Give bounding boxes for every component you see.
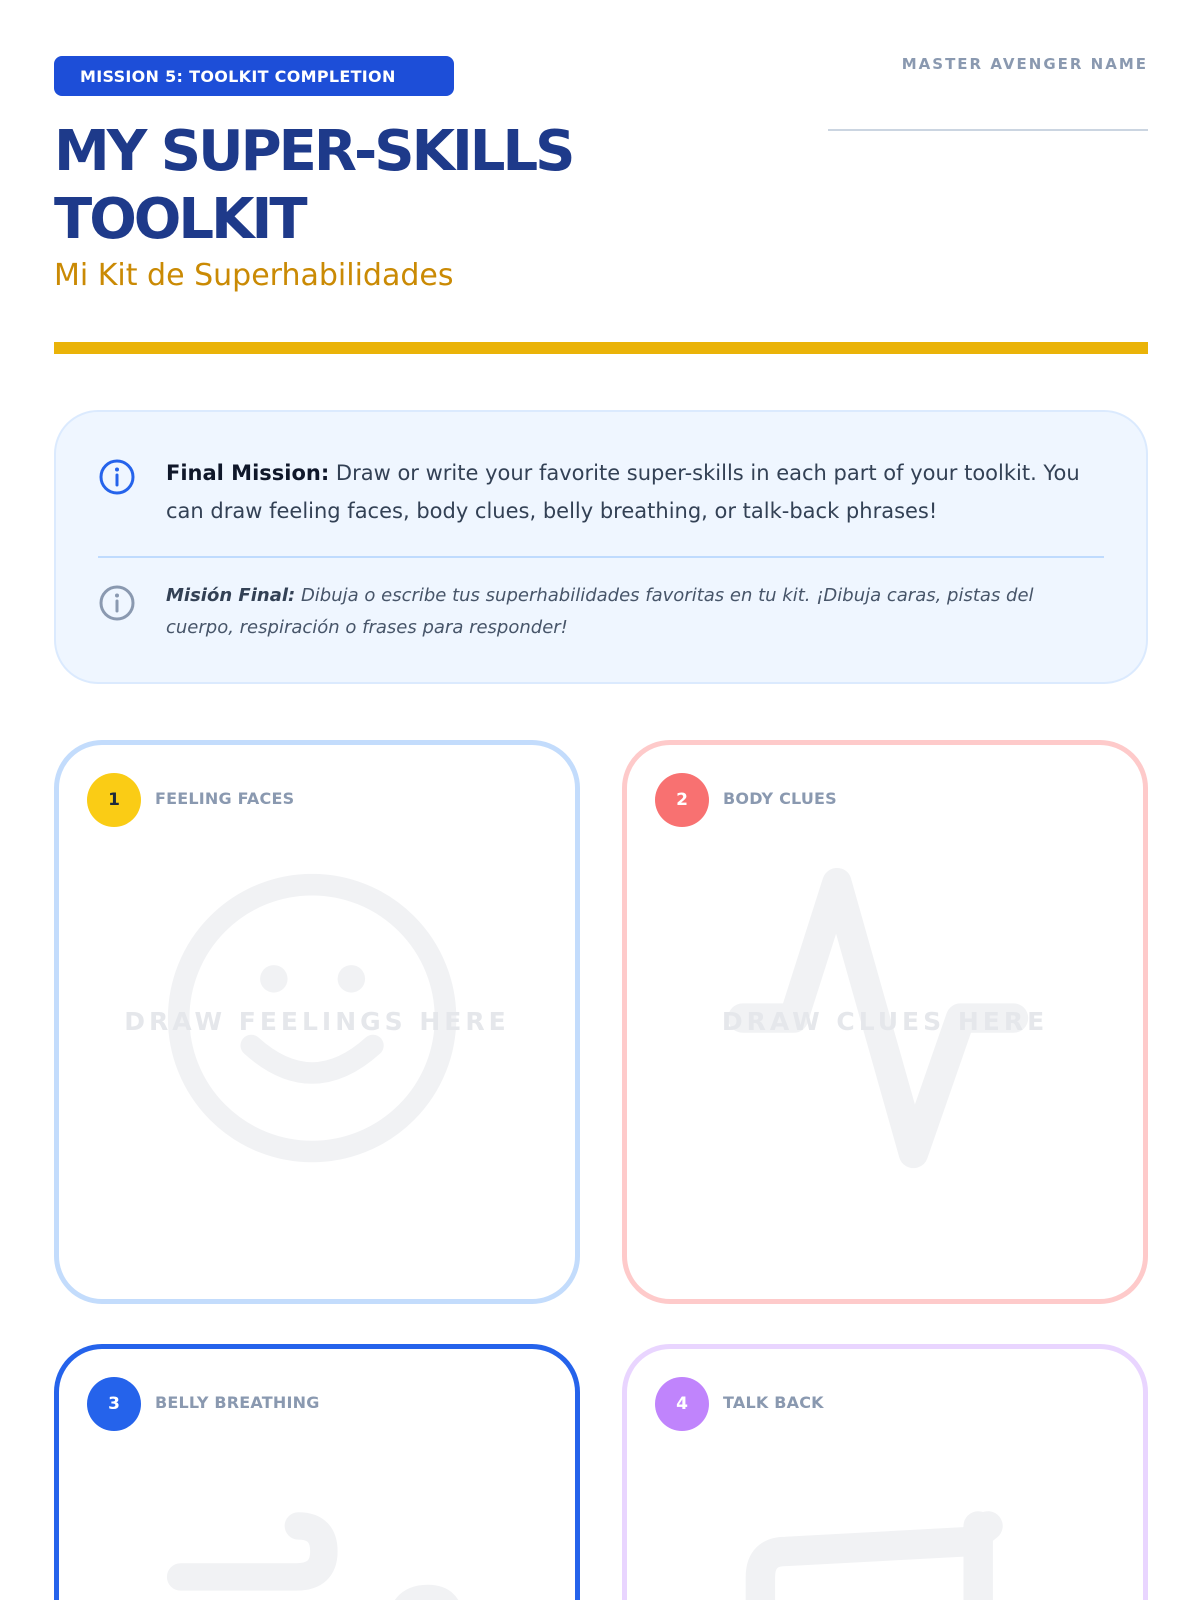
title-line-2: TOOLKIT (54, 187, 305, 252)
card-label: BELLY BREATHING (155, 1393, 320, 1412)
step-number-badge: 3 (87, 1377, 141, 1431)
card-label: BODY CLUES (723, 789, 837, 808)
instructions-text-en (166, 454, 1104, 530)
draw-area-hint: DRAW CLUES HERE (721, 1007, 1049, 1036)
page-title (54, 118, 694, 254)
instructions-spanish (98, 580, 1104, 644)
step-number-badge: 2 (655, 773, 709, 827)
instructions-body-es: Dibuja o escribe tus superhabilidades favoritas en tu kit. ¡Dibuja caras, pistas del cuerpo, respiración o frases para responder! (166, 585, 1034, 638)
title-line-1: MY SUPER-SKILLS (54, 119, 573, 184)
mission-badge: MISSION 5: TOOLKIT COMPLETION (54, 56, 454, 96)
instructions-label-es: Misión Final: (166, 585, 296, 606)
name-field-line[interactable] (828, 129, 1148, 131)
card-feeling-faces[interactable] (54, 740, 580, 1304)
info-icon (98, 584, 136, 622)
instructions-divider (98, 556, 1104, 558)
instructions-text-es (166, 580, 1104, 644)
card-talk-back[interactable] (622, 1344, 1148, 1600)
card-belly-breathing[interactable] (54, 1344, 580, 1600)
instructions-english (98, 454, 1104, 530)
instructions-label-en: Final Mission: (166, 461, 330, 485)
card-label: TALK BACK (723, 1393, 824, 1412)
step-number-badge: 1 (87, 773, 141, 827)
name-field-label: MASTER AVENGER NAME (901, 55, 1148, 73)
page-subtitle: Mi Kit de Superhabilidades (54, 258, 454, 293)
card-body-clues[interactable] (622, 740, 1148, 1304)
wind-icon (59, 1349, 575, 1600)
header-divider (54, 342, 1148, 354)
info-icon (98, 458, 136, 496)
megaphone-icon (627, 1349, 1143, 1600)
card-label: FEELING FACES (155, 789, 295, 808)
instructions-box (54, 410, 1148, 684)
step-number-badge: 4 (655, 1377, 709, 1431)
instructions-body-en: Draw or write your favorite super-skills in each part of your toolkit. You can draw feeling faces, body clues, belly breathing, or talk-back phrases! (166, 461, 1080, 523)
draw-area-hint: DRAW FEELINGS HERE (124, 1007, 510, 1036)
